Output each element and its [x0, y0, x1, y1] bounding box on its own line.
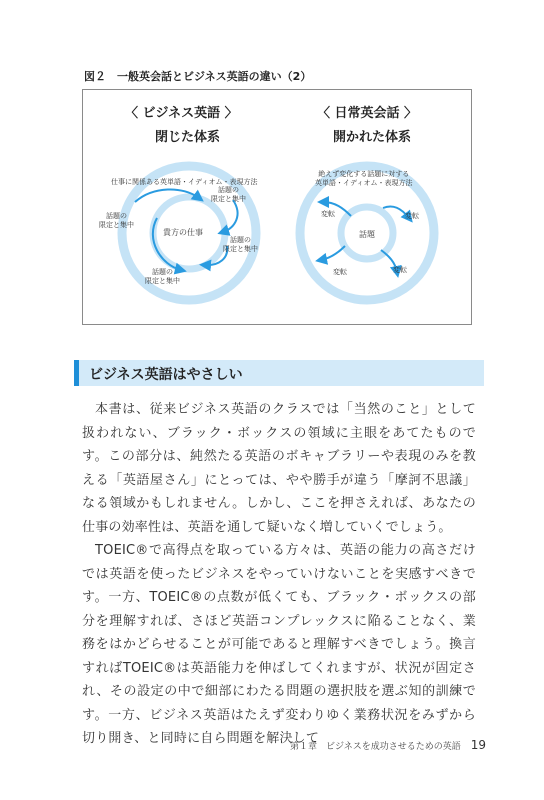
left-topic-label-1: 話題の 限定と集中 — [211, 186, 246, 203]
left-center-label: 貴方の仕事 — [163, 228, 203, 237]
chapter-title: 第１章 ビジネスを成功させるための英語 — [289, 742, 461, 752]
figure-box — [82, 89, 472, 325]
page-number: 19 — [470, 738, 486, 752]
page-footer — [290, 738, 486, 752]
right-change-label-3: 変転 — [333, 268, 347, 276]
right-outer-label: 絶えず変化する話題に対する 英単語・イディオム・表現方法 — [315, 170, 413, 187]
body-text — [82, 398, 476, 751]
right-column-title: 〈 日常英会話 〉 — [317, 106, 418, 121]
left-outer-label: 仕事に関係ある英単語・イディオム・表現方法 — [111, 178, 258, 186]
left-column-subtitle: 閉じた体系 — [155, 130, 221, 145]
figure-caption: 図２ 一般英会話とビジネス英語の違い（2） — [84, 70, 312, 83]
right-column-subtitle: 開かれた体系 — [333, 130, 412, 145]
right-arrow-3 — [321, 246, 345, 260]
section-heading-text: ビジネス英語はやさしい — [89, 367, 243, 383]
paragraph: TOEIC®で高得点を取っている方々は、英語の能力の高さだけでは英語を使ったビジネスをやっていけないことを実感すべきです。一方、TOEIC®の点数が低くても、ブラック・ボックスの部分を理解すれば、さほど英語コンプレックスに陥ることなく、業務をはかどらせることが可能であると理解すべきでしょう。換言すればTOEIC®は英語能力を伸ばしてくれますが、状況が固定され、その設定の中で細部にわたる問題の選択肢を選ぶ知的訓練です。一方、ビジネス英語はたえず変わりゆく業務状況をみずから切り開き、と同時に自ら問題を解決して — [82, 543, 476, 746]
left-topic-label-2: 話題の 限定と集中 — [99, 212, 134, 229]
paragraph: 本書は、従来ビジネス英語のクラスでは「当然のこと」として扱われない、ブラック・ボックスの領域に主眼をあてたものです。この部分は、純然たる英語のボキャブラリーや表現のみを教える「英語屋さん」にとっては、やや勝手が違う「摩訶不思議」なる領域かもしれません。しかし、ここを押さえれば、あなたの仕事の効率性は、英語を通して疑いなく増していくでしょう。 — [82, 402, 476, 535]
right-change-label-1: 変転 — [321, 210, 335, 218]
comparison-diagram — [83, 90, 473, 326]
left-column-title: 〈 ビジネス英語 〉 — [125, 106, 238, 121]
section-heading — [74, 360, 484, 386]
right-change-label-4: 変転 — [393, 266, 407, 274]
left-topic-label-4: 話題の 限定と集中 — [145, 268, 180, 285]
right-change-label-2: 変転 — [405, 212, 419, 220]
left-topic-label-3: 話題の 限定と集中 — [223, 236, 258, 253]
right-center-label: 話題 — [359, 230, 375, 239]
